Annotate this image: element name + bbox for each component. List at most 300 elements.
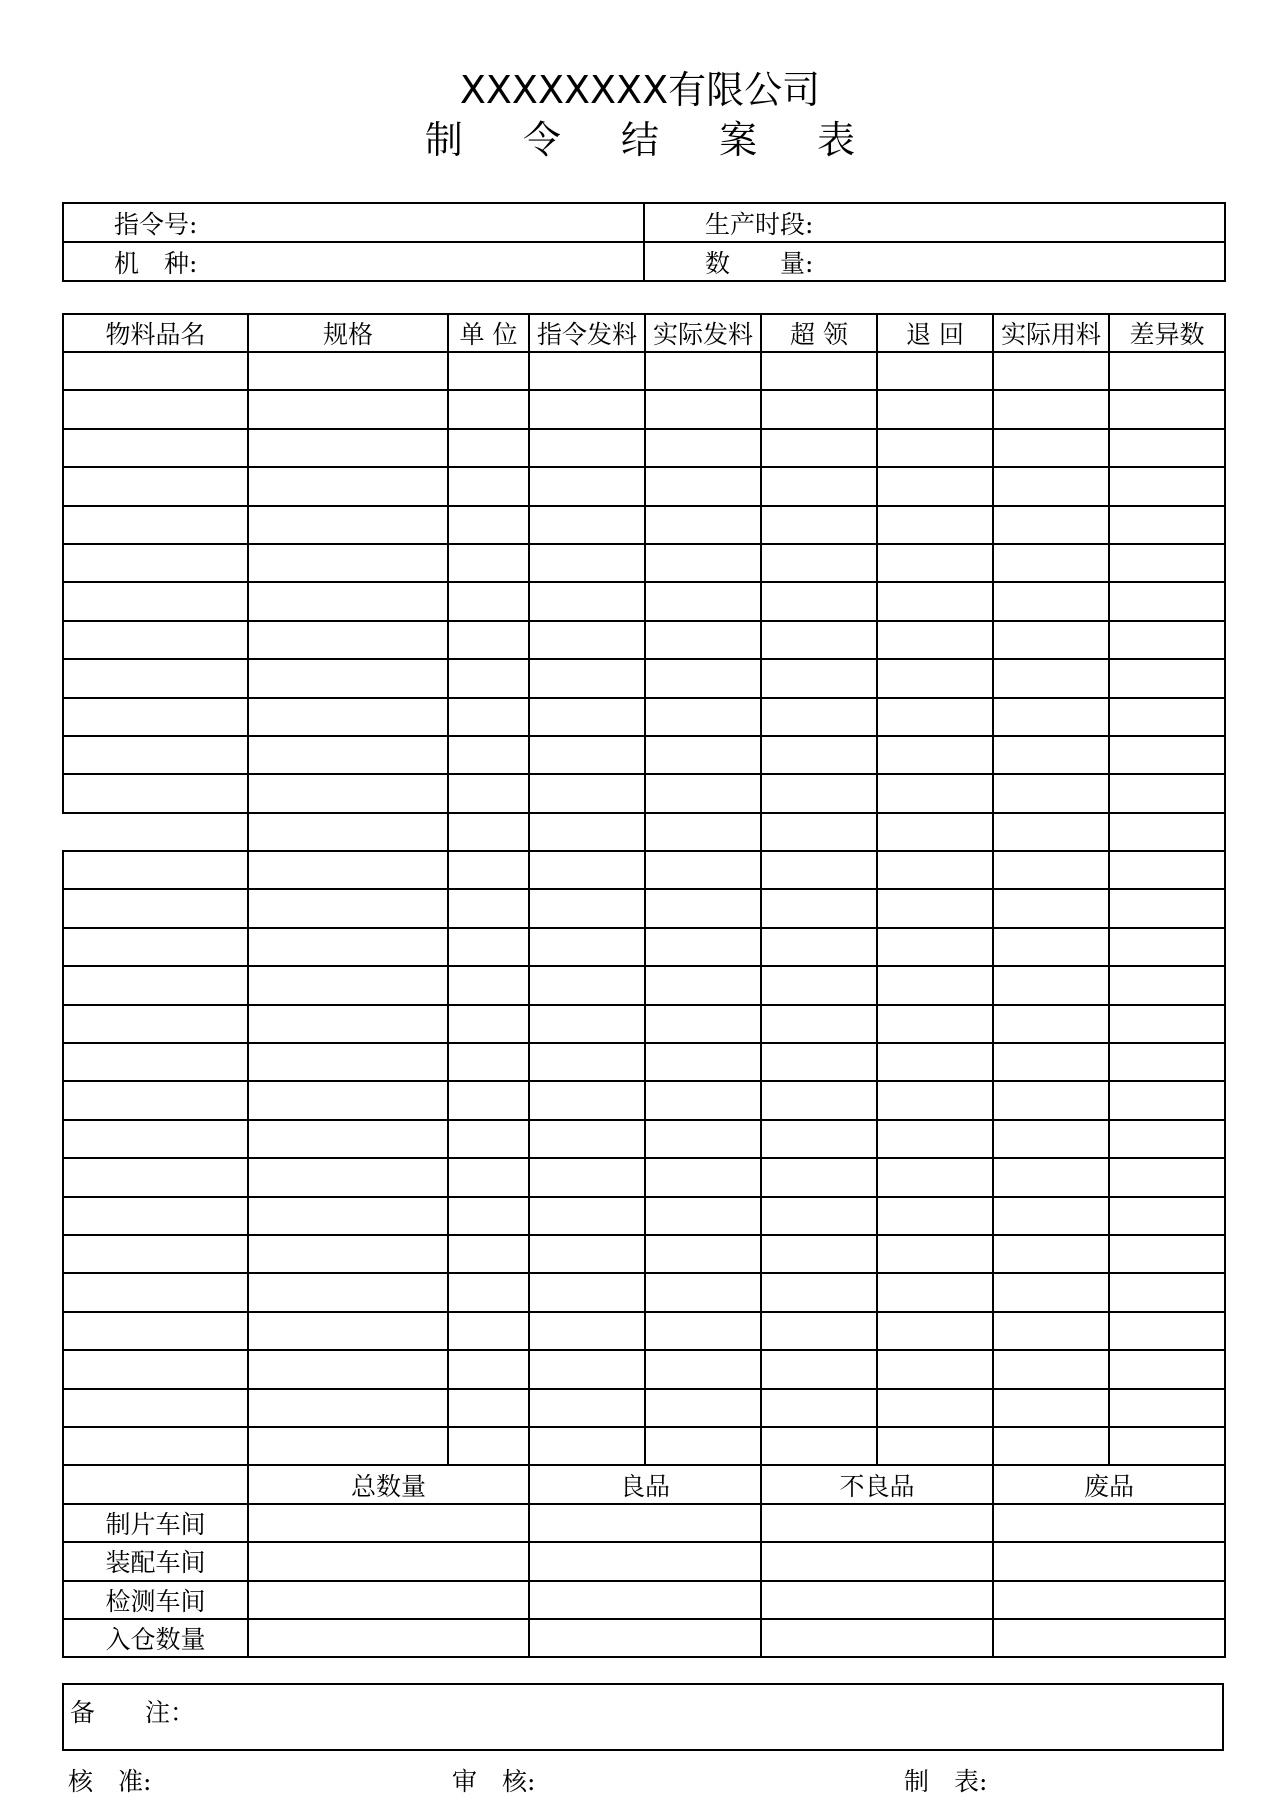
table-cell[interactable] (761, 774, 877, 812)
table-cell[interactable] (645, 889, 761, 927)
table-cell[interactable] (248, 1350, 448, 1388)
table-cell[interactable] (448, 429, 529, 467)
table-cell[interactable] (761, 1273, 877, 1311)
table-cell[interactable] (1109, 698, 1225, 736)
summary-cell[interactable] (993, 1581, 1225, 1619)
table-cell[interactable] (529, 429, 645, 467)
table-cell[interactable] (993, 966, 1109, 1004)
table-cell[interactable] (761, 1120, 877, 1158)
table-cell[interactable] (448, 1235, 529, 1273)
table-cell[interactable] (877, 1312, 993, 1350)
table-cell[interactable] (529, 390, 645, 428)
table-cell[interactable] (1109, 1081, 1225, 1119)
table-cell[interactable] (1109, 467, 1225, 505)
table-cell[interactable] (248, 429, 448, 467)
table-cell[interactable] (645, 736, 761, 774)
table-cell[interactable] (529, 966, 645, 1004)
table-cell[interactable] (248, 1197, 448, 1235)
table-cell[interactable] (645, 1081, 761, 1119)
table-cell[interactable] (877, 1043, 993, 1081)
table-cell[interactable] (529, 1235, 645, 1273)
table-cell[interactable] (448, 544, 529, 582)
table-cell[interactable] (448, 889, 529, 927)
table-cell[interactable] (877, 582, 993, 620)
summary-cell[interactable] (761, 1619, 993, 1657)
material-table (62, 313, 1226, 1658)
table-cell[interactable] (993, 1312, 1109, 1350)
table-cell[interactable] (63, 544, 248, 582)
table-cell[interactable] (877, 813, 993, 851)
table-cell[interactable] (1109, 582, 1225, 620)
table-cell[interactable] (877, 698, 993, 736)
table-cell[interactable] (529, 582, 645, 620)
table-cell[interactable] (877, 1350, 993, 1388)
table-cell[interactable] (993, 928, 1109, 966)
table-row (63, 1273, 1225, 1311)
table-cell[interactable] (63, 1120, 248, 1158)
table-cell[interactable] (248, 1427, 448, 1465)
table-cell[interactable] (248, 659, 448, 697)
table-cell[interactable] (877, 429, 993, 467)
table-cell[interactable] (993, 621, 1109, 659)
table-row (63, 467, 1225, 505)
model-field[interactable] (63, 242, 644, 281)
table-cell[interactable] (63, 390, 248, 428)
summary-cell[interactable] (529, 1504, 761, 1542)
table-cell[interactable] (448, 1389, 529, 1427)
table-cell[interactable] (248, 1081, 448, 1119)
table-cell[interactable] (248, 1120, 448, 1158)
table-cell[interactable] (1109, 352, 1225, 390)
table-cell[interactable] (529, 1273, 645, 1311)
table-cell[interactable] (248, 889, 448, 927)
table-row (63, 544, 1225, 582)
table-cell[interactable] (1109, 544, 1225, 582)
table-cell[interactable] (993, 506, 1109, 544)
table-cell[interactable] (63, 1081, 248, 1119)
table-cell[interactable] (529, 506, 645, 544)
summary-cell[interactable] (248, 1619, 529, 1657)
info-table (62, 202, 1226, 282)
remark-box[interactable] (62, 1683, 1224, 1751)
table-cell[interactable] (448, 1312, 529, 1350)
column-header-row (63, 314, 1225, 352)
table-cell[interactable] (63, 813, 248, 851)
summary-cell[interactable] (248, 1581, 529, 1619)
table-cell[interactable] (645, 1197, 761, 1235)
table-cell[interactable] (645, 659, 761, 697)
period-field[interactable] (644, 203, 1225, 242)
table-cell[interactable] (645, 1273, 761, 1311)
table-cell[interactable] (761, 1312, 877, 1350)
table-cell[interactable] (448, 582, 529, 620)
table-cell[interactable] (448, 659, 529, 697)
table-cell[interactable] (248, 1158, 448, 1196)
table-cell[interactable] (761, 1043, 877, 1081)
table-cell[interactable] (993, 390, 1109, 428)
table-cell[interactable] (761, 506, 877, 544)
table-cell[interactable] (993, 1235, 1109, 1273)
table-cell[interactable] (529, 889, 645, 927)
table-cell[interactable] (63, 1158, 248, 1196)
summary-cell[interactable] (993, 1542, 1225, 1580)
table-cell[interactable] (248, 966, 448, 1004)
table-cell[interactable] (877, 928, 993, 966)
table-cell[interactable] (448, 1197, 529, 1235)
table-cell[interactable] (993, 851, 1109, 889)
table-cell[interactable] (529, 1081, 645, 1119)
table-cell[interactable] (645, 1427, 761, 1465)
table-row (63, 582, 1225, 620)
order-no-field[interactable] (63, 203, 644, 242)
table-cell[interactable] (993, 582, 1109, 620)
table-cell[interactable] (529, 1389, 645, 1427)
table-cell[interactable] (761, 429, 877, 467)
table-cell[interactable] (448, 774, 529, 812)
table-cell[interactable] (63, 506, 248, 544)
table-cell[interactable] (248, 621, 448, 659)
table-cell[interactable] (1109, 1005, 1225, 1043)
table-cell[interactable] (1109, 506, 1225, 544)
summary-cell[interactable] (248, 1542, 529, 1580)
table-cell[interactable] (63, 1350, 248, 1388)
table-cell[interactable] (645, 352, 761, 390)
table-cell[interactable] (529, 1005, 645, 1043)
table-cell[interactable] (529, 544, 645, 582)
table-cell[interactable] (761, 889, 877, 927)
table-cell[interactable] (761, 1389, 877, 1427)
table-cell[interactable] (761, 1081, 877, 1119)
table-cell[interactable] (248, 1312, 448, 1350)
table-cell[interactable] (761, 352, 877, 390)
table-cell[interactable] (877, 1005, 993, 1043)
table-cell[interactable] (248, 1043, 448, 1081)
table-cell[interactable] (1109, 889, 1225, 927)
table-cell[interactable] (645, 1350, 761, 1388)
summary-cell[interactable] (761, 1581, 993, 1619)
table-cell[interactable] (645, 1158, 761, 1196)
table-cell[interactable] (448, 813, 529, 851)
table-cell[interactable] (761, 928, 877, 966)
table-cell[interactable] (448, 352, 529, 390)
table-cell[interactable] (645, 582, 761, 620)
table-cell[interactable] (1109, 621, 1225, 659)
table-cell[interactable] (529, 851, 645, 889)
table-cell[interactable] (529, 352, 645, 390)
table-cell[interactable] (993, 1081, 1109, 1119)
table-cell[interactable] (645, 851, 761, 889)
table-cell[interactable] (63, 1427, 248, 1465)
table-cell[interactable] (993, 698, 1109, 736)
table-cell[interactable] (248, 506, 448, 544)
table-row (63, 1081, 1225, 1119)
table-cell[interactable] (877, 506, 993, 544)
table-cell[interactable] (248, 352, 448, 390)
table-cell[interactable] (1109, 813, 1225, 851)
table-cell[interactable] (761, 1427, 877, 1465)
table-cell[interactable] (448, 928, 529, 966)
table-cell[interactable] (761, 544, 877, 582)
table-cell[interactable] (448, 390, 529, 428)
table-cell[interactable] (761, 1197, 877, 1235)
table-cell[interactable] (645, 1312, 761, 1350)
table-cell[interactable] (645, 390, 761, 428)
table-cell[interactable] (993, 1158, 1109, 1196)
table-cell[interactable] (645, 698, 761, 736)
table-cell[interactable] (877, 1235, 993, 1273)
table-cell[interactable] (529, 736, 645, 774)
table-cell[interactable] (448, 467, 529, 505)
table-cell[interactable] (1109, 736, 1225, 774)
approve-label: 核 准: (68, 1767, 152, 1796)
table-cell[interactable] (63, 1043, 248, 1081)
table-cell[interactable] (645, 544, 761, 582)
table-cell[interactable] (1109, 659, 1225, 697)
table-cell[interactable] (1109, 1350, 1225, 1388)
table-cell[interactable] (248, 582, 448, 620)
summary-cell[interactable] (993, 1619, 1225, 1657)
table-cell[interactable] (63, 1273, 248, 1311)
table-cell[interactable] (645, 506, 761, 544)
table-cell[interactable] (529, 928, 645, 966)
table-cell[interactable] (63, 966, 248, 1004)
table-cell[interactable] (63, 851, 248, 889)
quantity-field[interactable] (644, 242, 1225, 281)
table-cell[interactable] (529, 1120, 645, 1158)
table-cell[interactable] (248, 813, 448, 851)
summary-header: 总数量 (248, 1465, 529, 1503)
table-cell[interactable] (1109, 1158, 1225, 1196)
table-cell[interactable] (877, 1389, 993, 1427)
table-cell[interactable] (645, 1120, 761, 1158)
table-cell[interactable] (248, 1273, 448, 1311)
table-cell[interactable] (877, 1158, 993, 1196)
table-cell[interactable] (248, 774, 448, 812)
table-cell[interactable] (529, 1158, 645, 1196)
table-cell[interactable] (877, 1120, 993, 1158)
table-cell[interactable] (877, 544, 993, 582)
table-cell[interactable] (248, 851, 448, 889)
table-cell[interactable] (761, 390, 877, 428)
table-cell[interactable] (1109, 1389, 1225, 1427)
table-cell[interactable] (448, 966, 529, 1004)
table-cell[interactable] (1109, 851, 1225, 889)
table-row (63, 813, 1225, 851)
table-cell[interactable] (993, 813, 1109, 851)
table-cell[interactable] (761, 467, 877, 505)
table-cell[interactable] (448, 1350, 529, 1388)
summary-cell[interactable] (529, 1619, 761, 1657)
summary-header: 废品 (993, 1465, 1225, 1503)
table-cell[interactable] (877, 1273, 993, 1311)
table-cell[interactable] (993, 1273, 1109, 1311)
table-cell[interactable] (993, 544, 1109, 582)
table-cell[interactable] (529, 698, 645, 736)
table-cell[interactable] (877, 1197, 993, 1235)
table-cell[interactable] (993, 659, 1109, 697)
table-cell[interactable] (529, 1043, 645, 1081)
table-cell[interactable] (63, 429, 248, 467)
table-cell[interactable] (63, 1197, 248, 1235)
table-cell[interactable] (248, 1389, 448, 1427)
summary-cell[interactable] (529, 1581, 761, 1619)
column-header: 超 领 (761, 314, 877, 352)
column-header: 物料品名 (63, 314, 248, 352)
table-cell[interactable] (761, 966, 877, 1004)
table-cell[interactable] (877, 1427, 993, 1465)
table-cell[interactable] (761, 698, 877, 736)
summary-cell[interactable] (761, 1542, 993, 1580)
table-cell[interactable] (63, 889, 248, 927)
table-cell[interactable] (1109, 390, 1225, 428)
summary-cell[interactable] (993, 1504, 1225, 1542)
summary-cell[interactable] (248, 1504, 529, 1542)
table-cell[interactable] (529, 659, 645, 697)
table-cell[interactable] (63, 582, 248, 620)
table-cell[interactable] (645, 467, 761, 505)
table-cell[interactable] (529, 467, 645, 505)
table-cell[interactable] (448, 698, 529, 736)
table-cell[interactable] (993, 736, 1109, 774)
table-cell[interactable] (877, 659, 993, 697)
table-cell[interactable] (63, 1235, 248, 1273)
table-cell[interactable] (63, 352, 248, 390)
table-cell[interactable] (645, 928, 761, 966)
table-cell[interactable] (248, 1235, 448, 1273)
table-cell[interactable] (63, 621, 248, 659)
table-cell[interactable] (1109, 928, 1225, 966)
table-cell[interactable] (877, 621, 993, 659)
table-cell[interactable] (1109, 1427, 1225, 1465)
table-cell[interactable] (877, 851, 993, 889)
table-cell[interactable] (877, 736, 993, 774)
table-cell[interactable] (993, 1197, 1109, 1235)
table-cell[interactable] (1109, 774, 1225, 812)
table-cell[interactable] (529, 813, 645, 851)
table-cell[interactable] (877, 352, 993, 390)
table-cell[interactable] (877, 889, 993, 927)
table-cell[interactable] (1109, 1273, 1225, 1311)
table-cell[interactable] (448, 736, 529, 774)
table-cell[interactable] (761, 813, 877, 851)
table-cell[interactable] (448, 1005, 529, 1043)
table-cell[interactable] (1109, 1312, 1225, 1350)
table-cell[interactable] (877, 467, 993, 505)
table-cell[interactable] (993, 1350, 1109, 1388)
summary-header: 良品 (529, 1465, 761, 1503)
table-cell[interactable] (1109, 1043, 1225, 1081)
table-cell[interactable] (63, 1389, 248, 1427)
table-cell[interactable] (529, 774, 645, 812)
table-row (63, 966, 1225, 1004)
summary-row (63, 1619, 1225, 1657)
summary-cell[interactable] (529, 1542, 761, 1580)
table-cell[interactable] (645, 966, 761, 1004)
table-cell[interactable] (993, 1005, 1109, 1043)
table-cell[interactable] (993, 467, 1109, 505)
table-cell[interactable] (448, 1427, 529, 1465)
table-cell[interactable] (448, 1273, 529, 1311)
table-cell[interactable] (448, 1081, 529, 1119)
table-cell[interactable] (993, 1427, 1109, 1465)
table-cell[interactable] (63, 1005, 248, 1043)
table-cell[interactable] (1109, 1120, 1225, 1158)
table-cell[interactable] (63, 928, 248, 966)
table-cell[interactable] (1109, 429, 1225, 467)
table-cell[interactable] (448, 851, 529, 889)
table-cell[interactable] (993, 1043, 1109, 1081)
table-cell[interactable] (63, 774, 248, 812)
table-cell[interactable] (645, 429, 761, 467)
table-cell[interactable] (645, 1005, 761, 1043)
table-cell[interactable] (877, 774, 993, 812)
table-cell[interactable] (448, 1158, 529, 1196)
table-cell[interactable] (1109, 1235, 1225, 1273)
table-cell[interactable] (761, 621, 877, 659)
table-cell[interactable] (761, 582, 877, 620)
table-cell[interactable] (1109, 1197, 1225, 1235)
table-cell[interactable] (248, 736, 448, 774)
table-cell[interactable] (248, 928, 448, 966)
table-cell[interactable] (761, 1005, 877, 1043)
summary-cell[interactable] (761, 1504, 993, 1542)
table-cell[interactable] (877, 966, 993, 1004)
table-cell[interactable] (645, 1235, 761, 1273)
table-cell[interactable] (448, 506, 529, 544)
table-cell[interactable] (248, 390, 448, 428)
table-cell[interactable] (63, 659, 248, 697)
table-cell[interactable] (529, 1197, 645, 1235)
table-cell[interactable] (993, 352, 1109, 390)
table-cell[interactable] (645, 774, 761, 812)
table-cell[interactable] (993, 1120, 1109, 1158)
table-cell[interactable] (529, 1427, 645, 1465)
table-cell[interactable] (877, 390, 993, 428)
table-cell[interactable] (63, 467, 248, 505)
table-cell[interactable] (993, 774, 1109, 812)
table-cell[interactable] (448, 621, 529, 659)
table-cell[interactable] (63, 1312, 248, 1350)
table-cell[interactable] (448, 1120, 529, 1158)
table-cell[interactable] (63, 736, 248, 774)
table-cell[interactable] (63, 698, 248, 736)
table-cell[interactable] (248, 1005, 448, 1043)
table-cell[interactable] (248, 544, 448, 582)
table-cell[interactable] (761, 851, 877, 889)
table-cell[interactable] (1109, 966, 1225, 1004)
table-cell[interactable] (993, 1389, 1109, 1427)
table-cell[interactable] (529, 621, 645, 659)
table-cell[interactable] (248, 467, 448, 505)
table-cell[interactable] (877, 1081, 993, 1119)
table-cell[interactable] (645, 621, 761, 659)
table-cell[interactable] (993, 429, 1109, 467)
table-cell[interactable] (761, 659, 877, 697)
table-cell[interactable] (248, 698, 448, 736)
table-cell[interactable] (761, 736, 877, 774)
table-cell[interactable] (645, 1389, 761, 1427)
table-cell[interactable] (761, 1158, 877, 1196)
table-cell[interactable] (645, 1043, 761, 1081)
table-cell[interactable] (529, 1312, 645, 1350)
table-cell[interactable] (761, 1235, 877, 1273)
table-cell[interactable] (645, 813, 761, 851)
table-cell[interactable] (529, 1350, 645, 1388)
table-row (63, 1158, 1225, 1196)
table-cell[interactable] (993, 889, 1109, 927)
table-cell[interactable] (448, 1043, 529, 1081)
table-cell[interactable] (761, 1350, 877, 1388)
